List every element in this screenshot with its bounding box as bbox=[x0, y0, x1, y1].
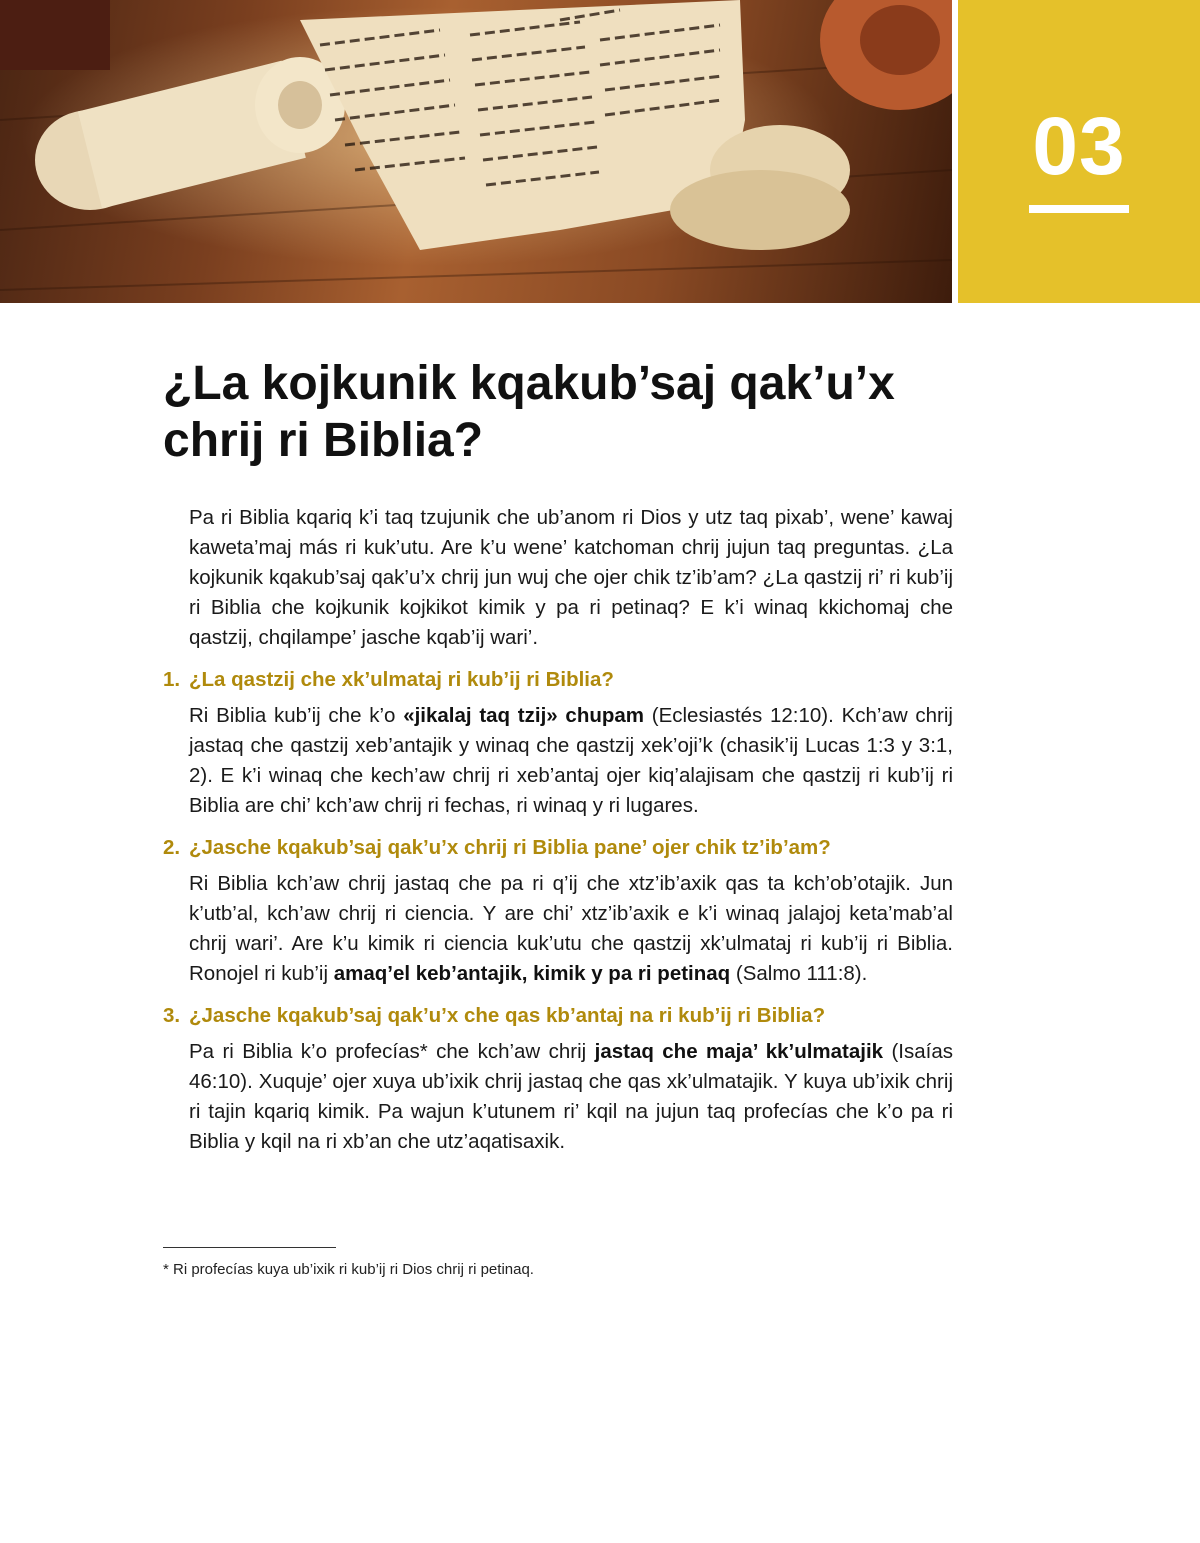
answer-text: (Eclesiastés 12:10). Kch’aw chrij jastaq che qastzij xeb’antajik y winaq che qastzij xek’oji’k (chasik’ij Lucas 1:3 y 3:1, 2). E k’i winaq che kech’aw chrij ri xeb’antaj ojer kiq’alajisam che qastzij ri kub’ij ri Biblia are chi’ kch’aw chrij ri fechas, ri winaq y ri lugares. bbox=[189, 704, 953, 817]
question-heading bbox=[163, 1001, 953, 1031]
question-number: 1. bbox=[163, 668, 181, 691]
answer-text: Ri Biblia kub’ij che k’o bbox=[189, 704, 404, 727]
hero-image bbox=[0, 0, 952, 303]
footnote: * Ri profecías kuya ub’ixik ri kub’ij ri Dios chrij ri petinaq. bbox=[163, 1261, 534, 1278]
answer-text: Pa ri Biblia k’o profecías* che kch’aw chrij bbox=[189, 1040, 595, 1063]
question-heading bbox=[163, 665, 953, 695]
answer-paragraph bbox=[189, 701, 953, 821]
answer-emphasis: jastaq che maja’ kk’ulmatajik bbox=[594, 1040, 884, 1063]
chapter-badge bbox=[958, 0, 1200, 303]
answer-emphasis: amaq’el keb’antajik, kimik y pa ri petinaq bbox=[333, 962, 731, 985]
question-heading bbox=[163, 833, 953, 863]
question-section-3 bbox=[163, 1001, 953, 1157]
question-text: ¿La qastzij che xk’ulmataj ri kub’ij ri Biblia? bbox=[189, 668, 614, 691]
answer-paragraph bbox=[189, 869, 953, 989]
question-section-2 bbox=[163, 833, 953, 989]
question-number: 2. bbox=[163, 836, 181, 859]
title-line-1: ¿La kojkunik kqakub’saj qak’u’x bbox=[163, 357, 895, 410]
footnote-divider bbox=[163, 1247, 336, 1248]
question-text: ¿Jasche kqakub’saj qak’u’x che qas kb’antaj na ri kub’ij ri Biblia? bbox=[189, 1004, 826, 1027]
answer-emphasis: «jikalaj taq tzij» chupam bbox=[403, 704, 645, 727]
answer-text: Ri Biblia kch’aw chrij jastaq che pa ri q’ij che xtz’ib’axik qas ta kch’ob’otajik. Jun k’utb’al, kch’aw chrij ri ciencia. Y are chi’ xtz’ib’axik e k’i winaq jalajoj keta’mab’al chrij wari’. Are k’u kimik ri ciencia kuk’utu che qastzij xk’ulmataj ri kub’ij ri Biblia. Ronojel ri kub’ij bbox=[189, 872, 953, 985]
question-number: 3. bbox=[163, 1004, 181, 1027]
answer-text: (Isaías 46:10). Xuquje’ ojer xuya ub’ixik chrij jastaq che qas xk’ulmatajik. Y kuya ub’ixik chrij ri tajin kqariq kimik. Pa wajun k’utunem ri’ kqil na jujun taq profecías che k’o pa ri Biblia y kqil na ri xb’an che utz’aqatisaxik. bbox=[189, 1040, 953, 1153]
chapter-number: 03 bbox=[1032, 101, 1126, 192]
title-line-2: chrij ri Biblia? bbox=[163, 414, 484, 467]
answer-paragraph bbox=[189, 1037, 953, 1157]
page-title bbox=[163, 355, 983, 469]
answer-text: (Salmo 111:8). bbox=[730, 962, 868, 985]
intro-paragraph: Pa ri Biblia kqariq k’i taq tzujunik che ub’anom ri Dios y utz taq pixab’, wene’ kawaj kaweta’maj más ri kuk’utu. Are k’u wene’ katchoman chrij jujun taq preguntas. ¿La kojkunik kqakub’saj qak’u’x chrij jun wuj che ojer chik tz’ib’am? ¿La qastzij ri’ ri kub’ij ri Biblia che kojkunik kojkikot kimik y pa ri petinaq? E k’i winaq kkichomaj che qastzij, chqilampe’ jasche kqab’ij wari’. bbox=[189, 506, 953, 649]
article-body bbox=[163, 503, 953, 1157]
chapter-underline bbox=[1029, 205, 1129, 213]
question-text: ¿Jasche kqakub’saj qak’u’x chrij ri Biblia pane’ ojer chik tz’ib’am? bbox=[189, 836, 831, 859]
question-section-1 bbox=[163, 665, 953, 821]
scroll-illustration bbox=[0, 0, 952, 303]
